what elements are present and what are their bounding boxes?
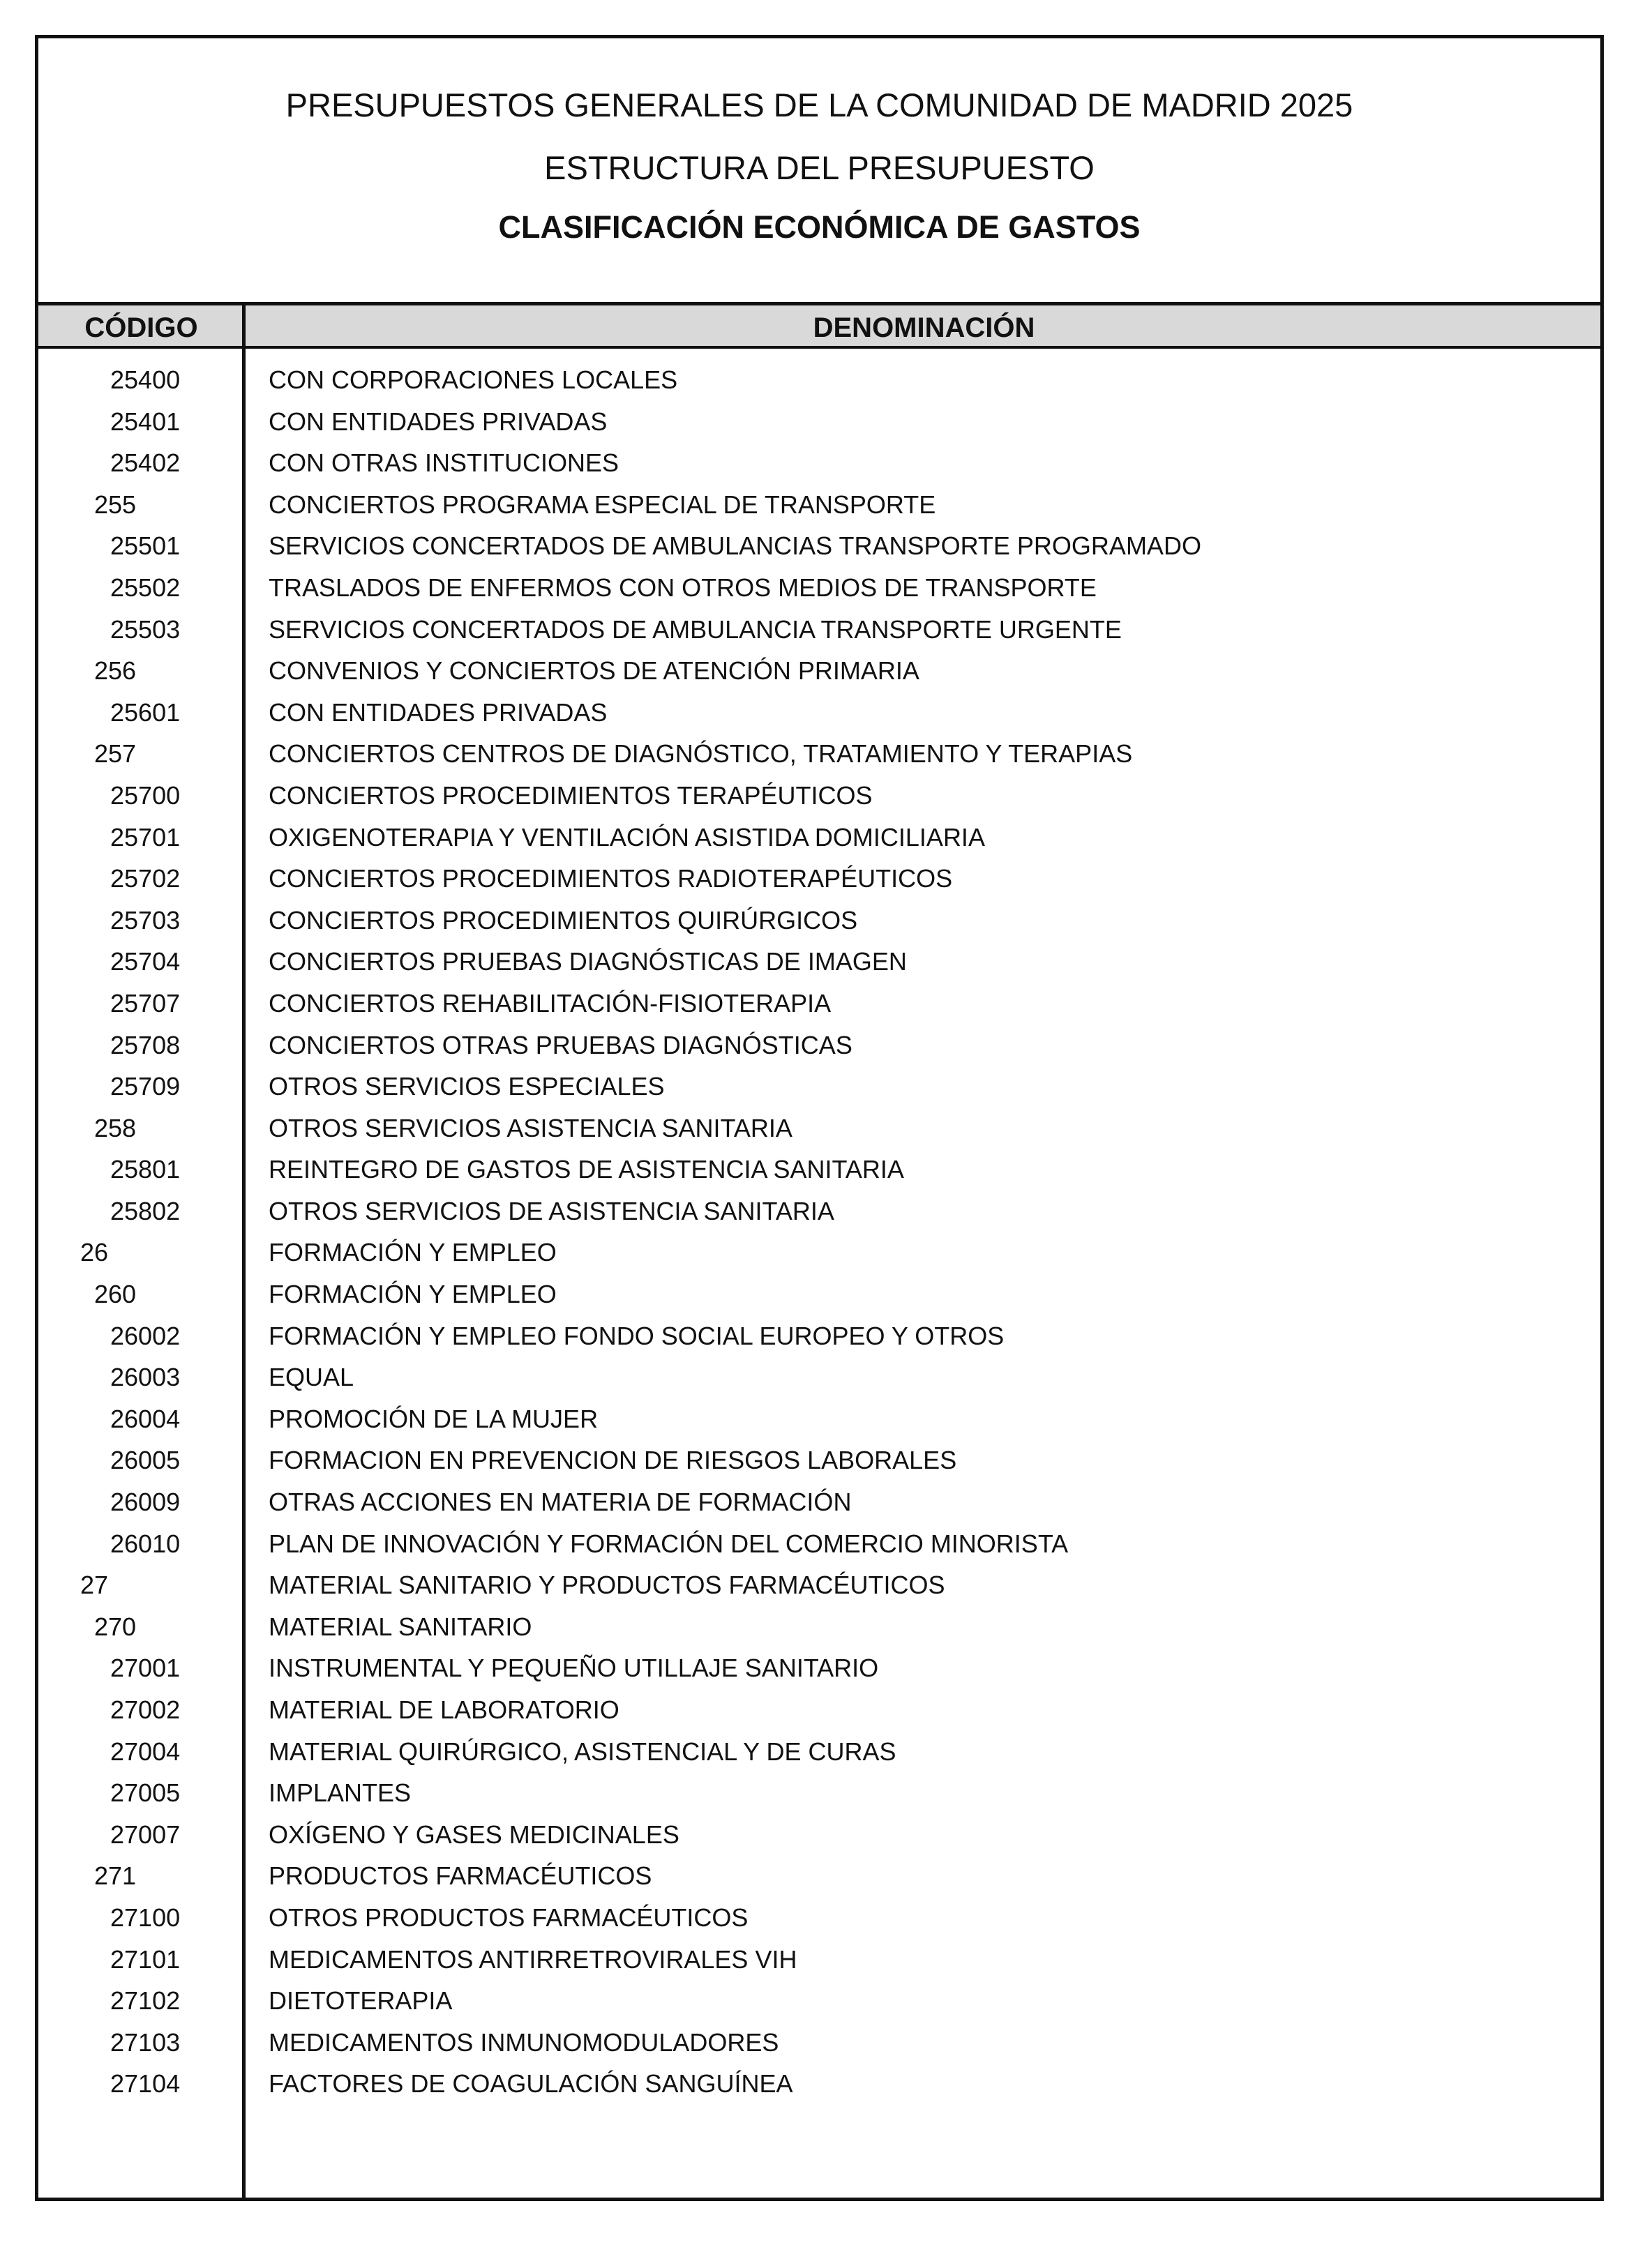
table-row — [38, 983, 1600, 1025]
table-row — [38, 359, 1600, 401]
row-code: 26009 — [110, 1488, 181, 1517]
row-denomination: MATERIAL SANITARIO Y PRODUCTOS FARMACÉUTICOS — [269, 1571, 945, 1600]
row-denomination: MEDICAMENTOS INMUNOMODULADORES — [269, 2027, 779, 2057]
row-code: 27104 — [110, 2069, 181, 2099]
row-denomination: CONCIERTOS OTRAS PRUEBAS DIAGNÓSTICAS — [269, 1030, 852, 1059]
table-row — [38, 900, 1600, 942]
row-code: 256 — [94, 656, 137, 686]
row-code: 270 — [94, 1612, 137, 1641]
table-row — [38, 1025, 1600, 1066]
row-denomination: REINTEGRO DE GASTOS DE ASISTENCIA SANITARIA — [269, 1155, 904, 1184]
row-denomination: OTROS SERVICIOS DE ASISTENCIA SANITARIA — [269, 1196, 834, 1225]
row-denomination: FORMACIÓN Y EMPLEO — [269, 1238, 557, 1267]
table-row — [38, 650, 1600, 692]
row-denomination: CONCIERTOS PROGRAMA ESPECIAL DE TRANSPORTE — [269, 490, 936, 519]
document-frame — [35, 35, 1604, 2201]
table-row — [38, 2022, 1600, 2064]
row-denomination: FORMACION EN PREVENCION DE RIESGOS LABORALES — [269, 1446, 957, 1475]
row-denomination: OXIGENOTERAPIA Y VENTILACIÓN ASISTIDA DOMICILIARIA — [269, 822, 985, 852]
table-row — [38, 1689, 1600, 1731]
row-denomination: MEDICAMENTOS ANTIRRETROVIRALES VIH — [269, 1944, 797, 1974]
column-header-name: DENOMINACIÓN — [813, 312, 1035, 343]
row-code: 257 — [94, 739, 137, 769]
row-code: 25701 — [110, 822, 181, 852]
table-row — [38, 2063, 1600, 2105]
row-code: 25702 — [110, 864, 181, 893]
row-denomination: FORMACIÓN Y EMPLEO FONDO SOCIAL EUROPEO Y OTROS — [269, 1321, 1005, 1350]
row-code: 25801 — [110, 1155, 181, 1184]
row-denomination: CON ENTIDADES PRIVADAS — [269, 697, 608, 727]
row-code: 25503 — [110, 614, 181, 644]
table-row — [38, 1855, 1600, 1897]
row-code: 26010 — [110, 1529, 181, 1558]
row-denomination: CONCIERTOS PROCEDIMIENTOS QUIRÚRGICOS — [269, 905, 858, 935]
row-code: 27101 — [110, 1944, 181, 1974]
row-code: 25401 — [110, 407, 181, 436]
row-denomination: OTRAS ACCIONES EN MATERIA DE FORMACIÓN — [269, 1488, 852, 1517]
row-denomination: CONCIERTOS PRUEBAS DIAGNÓSTICAS DE IMAGEN — [269, 947, 907, 976]
row-code: 25400 — [110, 365, 181, 394]
structure-subtitle: ESTRUCTURA DEL PRESUPUESTO — [544, 149, 1095, 186]
row-code: 255 — [94, 490, 137, 519]
table-row — [38, 1190, 1600, 1232]
table-row — [38, 609, 1600, 651]
table-row — [38, 401, 1600, 443]
table-row — [38, 817, 1600, 859]
row-denomination: CON CORPORACIONES LOCALES — [269, 365, 678, 394]
row-denomination: IMPLANTES — [269, 1778, 412, 1808]
row-code: 27103 — [110, 2027, 181, 2057]
row-denomination: CONCIERTOS REHABILITACIÓN-FISIOTERAPIA — [269, 988, 832, 1018]
table-row — [38, 484, 1600, 526]
row-code: 26005 — [110, 1446, 181, 1475]
table-row — [38, 1606, 1600, 1648]
row-code: 271 — [94, 1861, 137, 1891]
row-code: 25703 — [110, 905, 181, 935]
table-row — [38, 1273, 1600, 1315]
row-code: 25402 — [110, 448, 181, 478]
row-denomination: CONCIERTOS CENTROS DE DIAGNÓSTICO, TRATAMIENTO Y TERAPIAS — [269, 739, 1133, 769]
row-denomination: CON OTRAS INSTITUCIONES — [269, 448, 619, 478]
row-denomination: OTROS SERVICIOS ASISTENCIA SANITARIA — [269, 1113, 792, 1142]
row-denomination: CONVENIOS Y CONCIERTOS DE ATENCIÓN PRIMARIA — [269, 656, 919, 686]
row-code: 25707 — [110, 988, 181, 1018]
row-denomination: OTROS SERVICIOS ESPECIALES — [269, 1072, 665, 1101]
table-row — [38, 1647, 1600, 1689]
row-code: 27 — [80, 1571, 109, 1600]
table-row — [38, 858, 1600, 900]
table-row — [38, 775, 1600, 817]
row-code: 27007 — [110, 1820, 181, 1849]
table-row — [38, 1107, 1600, 1149]
table-row — [38, 1356, 1600, 1398]
row-code: 25700 — [110, 780, 181, 810]
row-code: 27004 — [110, 1737, 181, 1766]
row-denomination: CON ENTIDADES PRIVADAS — [269, 407, 608, 436]
table-row — [38, 1232, 1600, 1273]
row-code: 27002 — [110, 1695, 181, 1724]
table-row — [38, 1980, 1600, 2022]
row-code: 25601 — [110, 697, 181, 727]
row-denomination: CONCIERTOS PROCEDIMIENTOS TERAPÉUTICOS — [269, 780, 873, 810]
row-code: 27102 — [110, 1986, 181, 2016]
row-denomination: OXÍGENO Y GASES MEDICINALES — [269, 1820, 679, 1849]
row-code: 25708 — [110, 1030, 181, 1059]
row-denomination: SERVICIOS CONCERTADOS DE AMBULANCIA TRANSPORTE URGENTE — [269, 614, 1122, 644]
row-code: 26004 — [110, 1404, 181, 1433]
row-code: 26 — [80, 1238, 109, 1267]
table-row — [38, 1731, 1600, 1773]
classification-title: CLASIFICACIÓN ECONÓMICA DE GASTOS — [498, 209, 1141, 245]
table-row — [38, 692, 1600, 734]
row-code: 25802 — [110, 1196, 181, 1225]
table-row — [38, 1814, 1600, 1856]
row-code: 26003 — [110, 1363, 181, 1392]
table-row — [38, 567, 1600, 609]
row-denomination: EQUAL — [269, 1363, 354, 1392]
row-denomination: CONCIERTOS PROCEDIMIENTOS RADIOTERAPÉUTICOS — [269, 864, 953, 893]
row-denomination: MATERIAL DE LABORATORIO — [269, 1695, 619, 1724]
table-row — [38, 1772, 1600, 1814]
row-denomination: TRASLADOS DE ENFERMOS CON OTROS MEDIOS DE TRANSPORTE — [269, 573, 1097, 602]
table-row — [38, 1398, 1600, 1440]
row-denomination: PLAN DE INNOVACIÓN Y FORMACIÓN DEL COMERCIO MINORISTA — [269, 1529, 1069, 1558]
row-denomination: SERVICIOS CONCERTADOS DE AMBULANCIAS TRANSPORTE PROGRAMADO — [269, 531, 1201, 561]
table-row — [38, 941, 1600, 983]
budget-title: PRESUPUESTOS GENERALES DE LA COMUNIDAD DE MADRID 2025 — [285, 86, 1353, 123]
row-denomination: MATERIAL SANITARIO — [269, 1612, 532, 1641]
row-denomination: FORMACIÓN Y EMPLEO — [269, 1280, 557, 1309]
table-row — [38, 1481, 1600, 1523]
table-row — [38, 1315, 1600, 1357]
column-header-code: CÓDIGO — [84, 312, 198, 343]
row-code: 25704 — [110, 947, 181, 976]
table-row — [38, 1523, 1600, 1565]
table-row — [38, 1939, 1600, 1981]
table-row — [38, 442, 1600, 484]
table-row — [38, 1149, 1600, 1190]
row-denomination: PROMOCIÓN DE LA MUJER — [269, 1404, 599, 1433]
row-code: 260 — [94, 1280, 137, 1309]
row-denomination: INSTRUMENTAL Y PEQUEÑO UTILLAJE SANITARIO — [269, 1654, 879, 1683]
row-code: 27005 — [110, 1778, 181, 1808]
row-denomination: MATERIAL QUIRÚRGICO, ASISTENCIAL Y DE CURAS — [269, 1737, 896, 1766]
row-code: 25709 — [110, 1072, 181, 1101]
table-row — [38, 1066, 1600, 1107]
table-row — [38, 1439, 1600, 1481]
document-header — [38, 38, 1600, 305]
row-denomination: DIETOTERAPIA — [269, 1986, 453, 2016]
row-denomination: PRODUCTOS FARMACÉUTICOS — [269, 1861, 652, 1891]
table-row — [38, 1564, 1600, 1606]
table-row — [38, 733, 1600, 775]
row-code: 27001 — [110, 1654, 181, 1683]
table-body — [38, 359, 1600, 2105]
row-code: 26002 — [110, 1321, 181, 1350]
table-row — [38, 525, 1600, 567]
row-code: 25501 — [110, 531, 181, 561]
row-denomination: OTROS PRODUCTOS FARMACÉUTICOS — [269, 1903, 749, 1932]
row-denomination: FACTORES DE COAGULACIÓN SANGUÍNEA — [269, 2069, 793, 2099]
row-code: 25502 — [110, 573, 181, 602]
row-code: 27100 — [110, 1903, 181, 1932]
row-code: 258 — [94, 1113, 137, 1142]
table-row — [38, 1897, 1600, 1939]
table-header — [38, 305, 1600, 349]
